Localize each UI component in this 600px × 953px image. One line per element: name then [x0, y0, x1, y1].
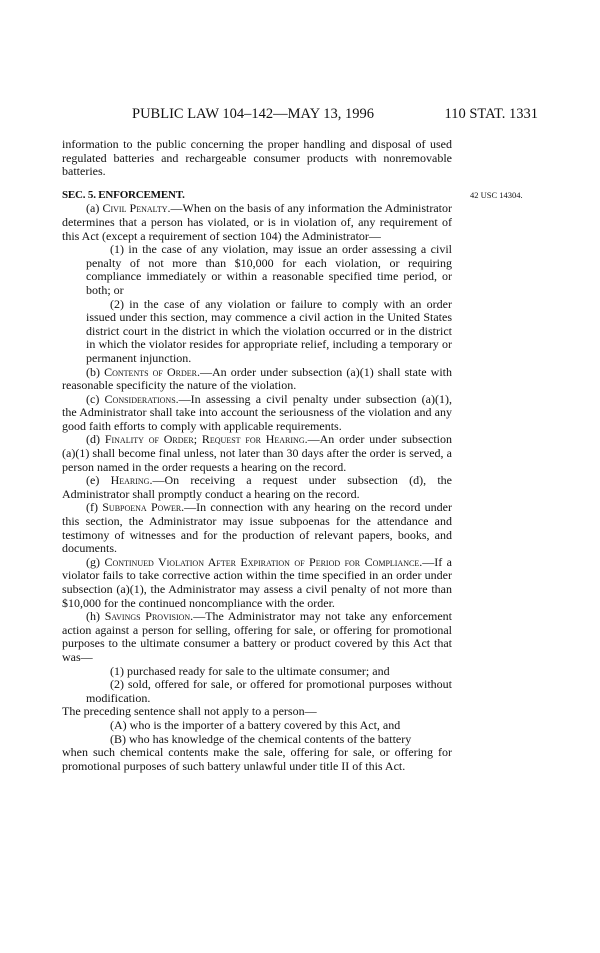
subsection-c-heading: Considerations.: [104, 391, 179, 406]
subsection-f-label: (f): [86, 500, 98, 515]
section-heading: SEC. 5. ENFORCEMENT.: [62, 188, 185, 201]
subsection-e-heading: Hearing.: [110, 473, 153, 488]
subsection-b-text: —An order under subsection (a)(1) shall state with reasonable specificity the nature of the violation.: [62, 364, 452, 393]
running-title: PUBLIC LAW 104–142—MAY 13, 1996: [132, 106, 374, 122]
preceding-sentence: The preceding sentence shall not apply to a person—: [62, 704, 317, 719]
subsection-g-heading: Continued Violation After Expiration of Period for Compliance.: [104, 554, 423, 569]
paragraph-h2: (2) sold, offered for sale, or offered for promotional purposes without modification.: [86, 677, 452, 705]
subsection-c-text: —In assessing a civil penalty under subsection (a)(1), the Administrator shall take into account the seriousness of the violation and any good faith efforts to comply with applicable requirements.: [62, 391, 452, 433]
subsection-h-label: (h): [86, 609, 100, 624]
subsection-d-text: —An order under subsection (a)(1) shall become final unless, not later than 30 days after the order is served, a person named in the order requests a hearing on the record.: [62, 432, 453, 474]
subsection-d-heading: Finality of Order; Request for Hearing.: [104, 432, 308, 447]
subsection-e: [62, 474, 452, 501]
subsection-e-text: —On receiving a request under subsection (d), the Administrator shall promptly conduct a hearing on the record.: [62, 473, 453, 501]
subsection-h-heading: Savings Provision.: [104, 609, 194, 624]
subsection-f-heading: Subpoena Power.: [102, 500, 185, 515]
subsection-e-label: (e): [86, 473, 100, 488]
subsection-a-heading: Civil Penalty.: [102, 201, 171, 216]
subsection-f-text: —In connection with any hearing on the record under this section, the Administrator may issue subpoenas for the attendance and testimony of witnesses and for the production of relevant papers, books, and documents.: [62, 500, 452, 556]
subsection-a-label: (a): [86, 201, 100, 216]
paragraph-a1: (1) in the case of any violation, may issue an order assessing a civil penalty of not more than $10,000 for each violation, or requiring compliance immediately or within a reasonable specified time period, or both; or: [86, 242, 452, 297]
subsection-c-label: (c): [86, 391, 100, 406]
stat-citation: 110 STAT. 1331: [444, 106, 538, 122]
clause-B: (B) who has knowledge of the chemical contents of the battery: [110, 731, 412, 746]
subsection-h-text: —The Administrator may not take any enforcement action against a person for selling, offering for sale, or offering for promotional purposes to the ultimate consumer a battery or product covered by this Act that was—: [62, 609, 453, 664]
subsection-b: [62, 366, 452, 393]
subsection-b-heading: Contents of Order.: [104, 364, 200, 379]
subsection-f: [62, 501, 452, 555]
subsection-d: [62, 433, 452, 474]
intro-paragraph: information to the public concerning the proper handling and disposal of used regulated batteries and rechargeable consumer products with nonremovable batteries.: [62, 137, 452, 179]
subsection-g-label: (g): [86, 554, 100, 569]
subsection-b-label: (b): [86, 364, 100, 379]
subsection-a: [62, 202, 452, 243]
subsection-d-label: (d): [86, 432, 100, 447]
paragraph-h1: (1) purchased ready for sale to the ultimate consumer; and: [110, 663, 390, 678]
closing-paragraph: when such chemical contents make the sale, offering for sale, or offering for promotional purposes of such battery unlawful under title II of this Act.: [62, 745, 452, 773]
section-heading-row: [62, 188, 523, 203]
page-body: [62, 137, 523, 773]
subsection-h: [62, 610, 452, 664]
subsection-g-text: —If a violator fails to take corrective action within the time specified in an order under subsection (a)(1), the Administrator may assess a civil penalty of not more than $10,000 for the continued noncompliance with the order.: [62, 554, 452, 610]
page-header: [0, 106, 600, 126]
margin-citation: 42 USC 14304.: [470, 189, 523, 200]
subsection-a-text: —When on the basis of any information the Administrator determines that a person has violated, or is in violation of, any requirement of this Act (except a requirement of section 104) the Administrator—: [62, 201, 452, 243]
clause-A: (A) who is the importer of a battery covered by this Act, and: [110, 717, 401, 732]
subsection-g: [62, 556, 452, 610]
paragraph-a2: (2) in the case of any violation or failure to comply with an order issued under this section, may commence a civil action in the United States district court in the district in which the violation occurred or in the district in which the violator resides for appropriate relief, including a temporary or permanent injunction.: [86, 296, 452, 365]
subsection-c: [62, 393, 452, 434]
